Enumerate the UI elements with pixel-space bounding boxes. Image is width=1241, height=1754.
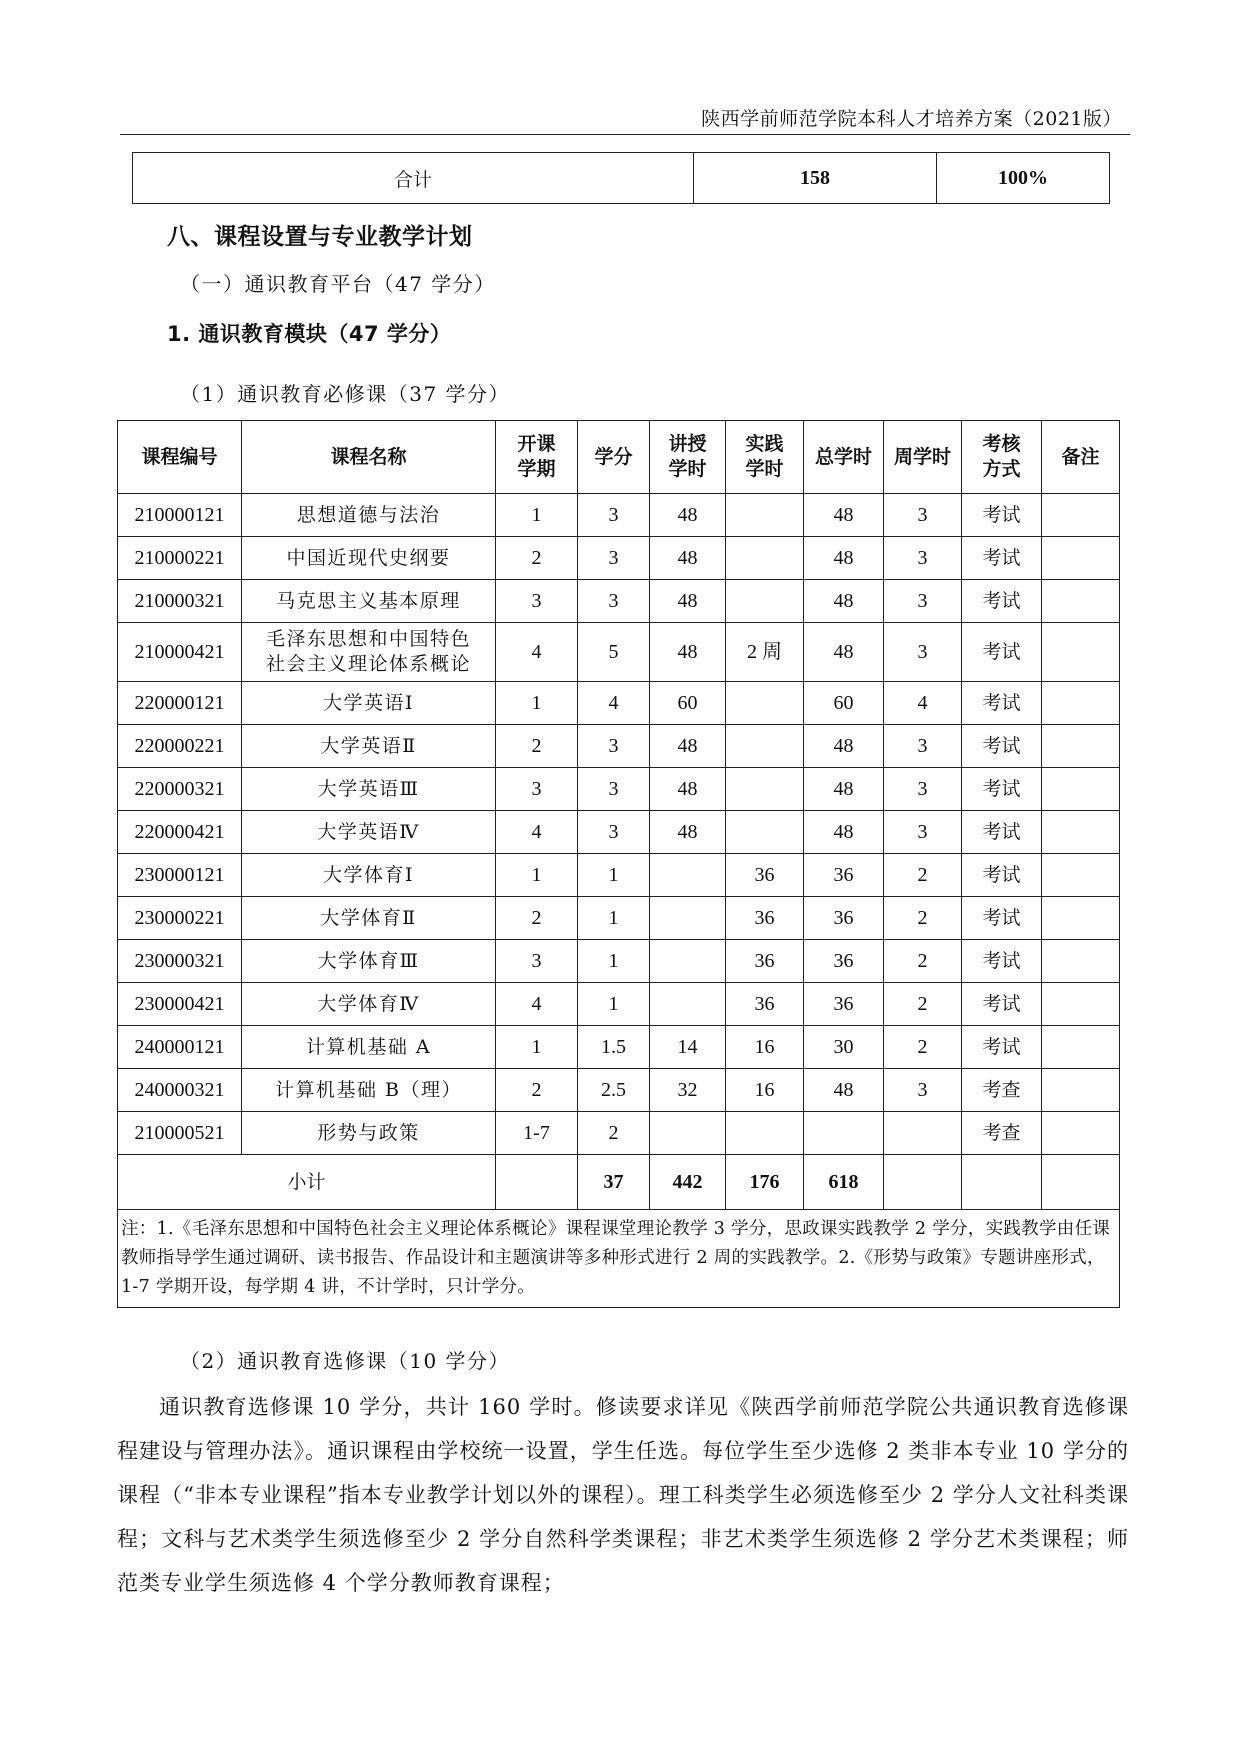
cell-exam: 考试 [962,537,1042,580]
cell-credits: 3 [578,494,650,537]
cell-practice: 36 [726,983,804,1026]
cell-term: 1-7 [496,1112,578,1155]
cell-practice [726,725,804,768]
cell-credits: 5 [578,623,650,682]
cell-total: 48 [804,811,884,854]
cell-weekly: 3 [884,725,962,768]
subtotal-practice: 176 [726,1155,804,1210]
cell-total: 36 [804,940,884,983]
table-row [118,537,1120,580]
cell-practice: 16 [726,1069,804,1112]
cell-code: 220000221 [118,725,242,768]
cell-term: 2 [496,537,578,580]
cell-lecture: 14 [650,1026,726,1069]
cell-weekly: 3 [884,580,962,623]
cell-code: 230000421 [118,983,242,1026]
summary-label: 合计 [133,153,694,204]
cell-practice: 36 [726,897,804,940]
cell-term: 2 [496,725,578,768]
cell-exam: 考试 [962,897,1042,940]
cell-credits: 4 [578,682,650,725]
cell-term: 2 [496,897,578,940]
subtotal-weekly [884,1155,962,1210]
cell-code: 210000521 [118,1112,242,1155]
table-row [118,768,1120,811]
cell-code: 240000121 [118,1026,242,1069]
table-row [118,580,1120,623]
cell-code: 220000121 [118,682,242,725]
cell-code: 230000221 [118,897,242,940]
summary-credits: 158 [694,153,937,204]
header-credits: 学分 [578,421,650,494]
cell-exam: 考试 [962,1026,1042,1069]
cell-code: 220000321 [118,768,242,811]
cell-name: 计算机基础 A [242,1026,496,1069]
cell-name: 毛泽东思想和中国特色社会主义理论体系概论 [242,623,496,682]
header-exam: 考核方式 [962,421,1042,494]
cell-term: 1 [496,682,578,725]
cell-lecture: 32 [650,1069,726,1112]
cell-name: 大学体育Ⅲ [242,940,496,983]
cell-weekly: 4 [884,682,962,725]
cell-weekly: 3 [884,623,962,682]
subtotal-total: 618 [804,1155,884,1210]
cell-name: 大学英语Ⅱ [242,725,496,768]
table-row [118,1112,1120,1155]
cell-name: 形势与政策 [242,1112,496,1155]
subtotal-row [118,1155,1120,1210]
cell-total: 48 [804,623,884,682]
cell-practice [726,682,804,725]
cell-weekly: 2 [884,940,962,983]
header-note: 备注 [1042,421,1120,494]
cell-practice [726,1112,804,1155]
cell-lecture [650,983,726,1026]
cell-credits: 1 [578,897,650,940]
cell-credits: 2.5 [578,1069,650,1112]
cell-total: 60 [804,682,884,725]
cell-term: 1 [496,854,578,897]
cell-lecture [650,940,726,983]
cell-code: 230000321 [118,940,242,983]
cell-weekly: 2 [884,1026,962,1069]
cell-term: 1 [496,1026,578,1069]
table-row [118,682,1120,725]
cell-name: 思想道德与法治 [242,494,496,537]
cell-code: 210000121 [118,494,242,537]
cell-name: 大学英语Ⅲ [242,768,496,811]
cell-note [1042,811,1120,854]
subtotal-lecture: 442 [650,1155,726,1210]
header-weekly: 周学时 [884,421,962,494]
elective-paragraph: 通识教育选修课 10 学分，共计 160 学时。修读要求详见《陕西学前师范学院公共通识教育选修课程建设与管理办法》。通识课程由学校统一设置，学生任选。每位学生至少选修 2 类非本专业 10 学分的课程（“非本专业课程”指本专业教学计划以外的课程）。理工科类学生必须选修至少 2 学分人文社科类课程；文科与艺术类学生须选修至少 2 学分自然科学类课程；非艺术类学生须选修 2 学分艺术类课程；师范类专业学生须选修 4 个学分教师教育课程； [117,1395,1129,1595]
table-row [118,623,1120,682]
cell-note [1042,1069,1120,1112]
cell-credits: 1 [578,983,650,1026]
cell-practice: 16 [726,1026,804,1069]
cell-practice [726,768,804,811]
cell-exam: 考试 [962,983,1042,1026]
table-row [118,854,1120,897]
cell-term: 4 [496,983,578,1026]
required-title: （1）通识教育必修课（37 学分） [180,382,511,406]
header-name: 课程名称 [242,421,496,494]
cell-practice: 36 [726,940,804,983]
cell-total: 36 [804,983,884,1026]
cell-lecture: 48 [650,623,726,682]
cell-code: 210000421 [118,623,242,682]
cell-total: 48 [804,768,884,811]
cell-total: 48 [804,537,884,580]
cell-total: 48 [804,580,884,623]
header-term: 开课学期 [496,421,578,494]
cell-credits: 3 [578,725,650,768]
cell-term: 3 [496,580,578,623]
table-row [118,494,1120,537]
cell-weekly [884,1112,962,1155]
table-note: 注：1.《毛泽东思想和中国特色社会主义理论体系概论》课程课堂理论教学 3 学分，思政课实践教学 2 学分，实践教学由任课教师指导学生通过调研、读书报告、作品设计和主题演讲等多种形式进行 2 周的实践教学。2.《形势与政策》专题讲座形式，1-7 学期开设，每学期 4 讲，不计学时，只计学分。 [118,1210,1120,1308]
note-row [118,1210,1120,1308]
cell-credits: 3 [578,580,650,623]
cell-note [1042,768,1120,811]
cell-note [1042,983,1120,1026]
header-lecture: 讲授学时 [650,421,726,494]
cell-exam: 考试 [962,768,1042,811]
cell-total [804,1112,884,1155]
table-row [118,940,1120,983]
cell-term: 3 [496,940,578,983]
cell-code: 210000321 [118,580,242,623]
summary-table [132,152,1110,204]
cell-note [1042,897,1120,940]
cell-weekly: 2 [884,897,962,940]
cell-credits: 1.5 [578,1026,650,1069]
cell-note [1042,623,1120,682]
cell-total: 48 [804,725,884,768]
cell-name: 大学体育Ⅳ [242,983,496,1026]
cell-lecture: 48 [650,811,726,854]
cell-exam: 考试 [962,494,1042,537]
cell-credits: 1 [578,854,650,897]
cell-note [1042,1112,1120,1155]
cell-note [1042,854,1120,897]
cell-name: 中国近现代史纲要 [242,537,496,580]
cell-code: 230000121 [118,854,242,897]
elective-title: （2）通识教育选修课（10 学分） [180,1349,511,1373]
cell-weekly: 2 [884,983,962,1026]
table-row [118,725,1120,768]
cell-name: 大学体育Ⅰ [242,854,496,897]
cell-lecture: 48 [650,580,726,623]
cell-exam: 考试 [962,811,1042,854]
cell-term: 3 [496,768,578,811]
cell-name: 马克思主义基本原理 [242,580,496,623]
section-title: 八、课程设置与专业教学计划 [167,224,473,250]
platform-title: （一）通识教育平台（47 学分） [180,272,496,296]
cell-practice [726,811,804,854]
cell-name: 大学英语Ⅳ [242,811,496,854]
cell-code: 220000421 [118,811,242,854]
header-title: 陕西学前师范学院本科人才培养方案（2021版） [701,108,1122,130]
table-row [118,983,1120,1026]
cell-exam: 考试 [962,580,1042,623]
cell-exam: 考试 [962,682,1042,725]
cell-total: 36 [804,854,884,897]
cell-lecture [650,854,726,897]
cell-credits: 3 [578,768,650,811]
table-row [118,811,1120,854]
table-row [118,1069,1120,1112]
cell-practice: 36 [726,854,804,897]
cell-term: 4 [496,811,578,854]
cell-practice [726,580,804,623]
header-practice: 实践学时 [726,421,804,494]
table-header-row [118,421,1120,494]
cell-code: 240000321 [118,1069,242,1112]
cell-credits: 3 [578,811,650,854]
cell-lecture [650,1112,726,1155]
cell-practice [726,537,804,580]
cell-credits: 3 [578,537,650,580]
cell-term: 1 [496,494,578,537]
summary-row [133,153,1110,204]
cell-exam: 考试 [962,725,1042,768]
cell-exam: 考查 [962,1069,1042,1112]
cell-lecture: 48 [650,494,726,537]
cell-exam: 考查 [962,1112,1042,1155]
cell-lecture [650,897,726,940]
cell-weekly: 3 [884,1069,962,1112]
cell-practice: 2 周 [726,623,804,682]
subtotal-note [1042,1155,1120,1210]
cell-weekly: 3 [884,768,962,811]
cell-weekly: 3 [884,494,962,537]
subtotal-exam [962,1155,1042,1210]
table-row [118,1026,1120,1069]
header-code: 课程编号 [118,421,242,494]
cell-weekly: 3 [884,811,962,854]
cell-term: 4 [496,623,578,682]
cell-lecture: 48 [650,537,726,580]
cell-total: 30 [804,1026,884,1069]
cell-lecture: 48 [650,768,726,811]
header-total: 总学时 [804,421,884,494]
cell-exam: 考试 [962,854,1042,897]
cell-note [1042,580,1120,623]
subtotal-term [496,1155,578,1210]
cell-code: 210000221 [118,537,242,580]
cell-note [1042,940,1120,983]
page-header [120,98,1130,135]
summary-percent: 100% [937,153,1110,204]
cell-note [1042,725,1120,768]
cell-name: 计算机基础 B（理） [242,1069,496,1112]
cell-credits: 1 [578,940,650,983]
cell-name: 大学英语Ⅰ [242,682,496,725]
cell-note [1042,1026,1120,1069]
cell-note [1042,494,1120,537]
cell-practice [726,494,804,537]
cell-lecture: 48 [650,725,726,768]
cell-lecture: 60 [650,682,726,725]
cell-total: 48 [804,1069,884,1112]
cell-weekly: 3 [884,537,962,580]
module-title: 1. 通识教育模块（47 学分） [167,322,452,346]
course-table [117,420,1120,1308]
cell-note [1042,682,1120,725]
cell-name: 大学体育Ⅱ [242,897,496,940]
cell-exam: 考试 [962,623,1042,682]
subtotal-label: 小计 [118,1155,496,1210]
cell-weekly: 2 [884,854,962,897]
cell-credits: 2 [578,1112,650,1155]
cell-total: 48 [804,494,884,537]
table-row [118,897,1120,940]
cell-exam: 考试 [962,940,1042,983]
cell-total: 36 [804,897,884,940]
subtotal-credits: 37 [578,1155,650,1210]
cell-note [1042,537,1120,580]
cell-term: 2 [496,1069,578,1112]
